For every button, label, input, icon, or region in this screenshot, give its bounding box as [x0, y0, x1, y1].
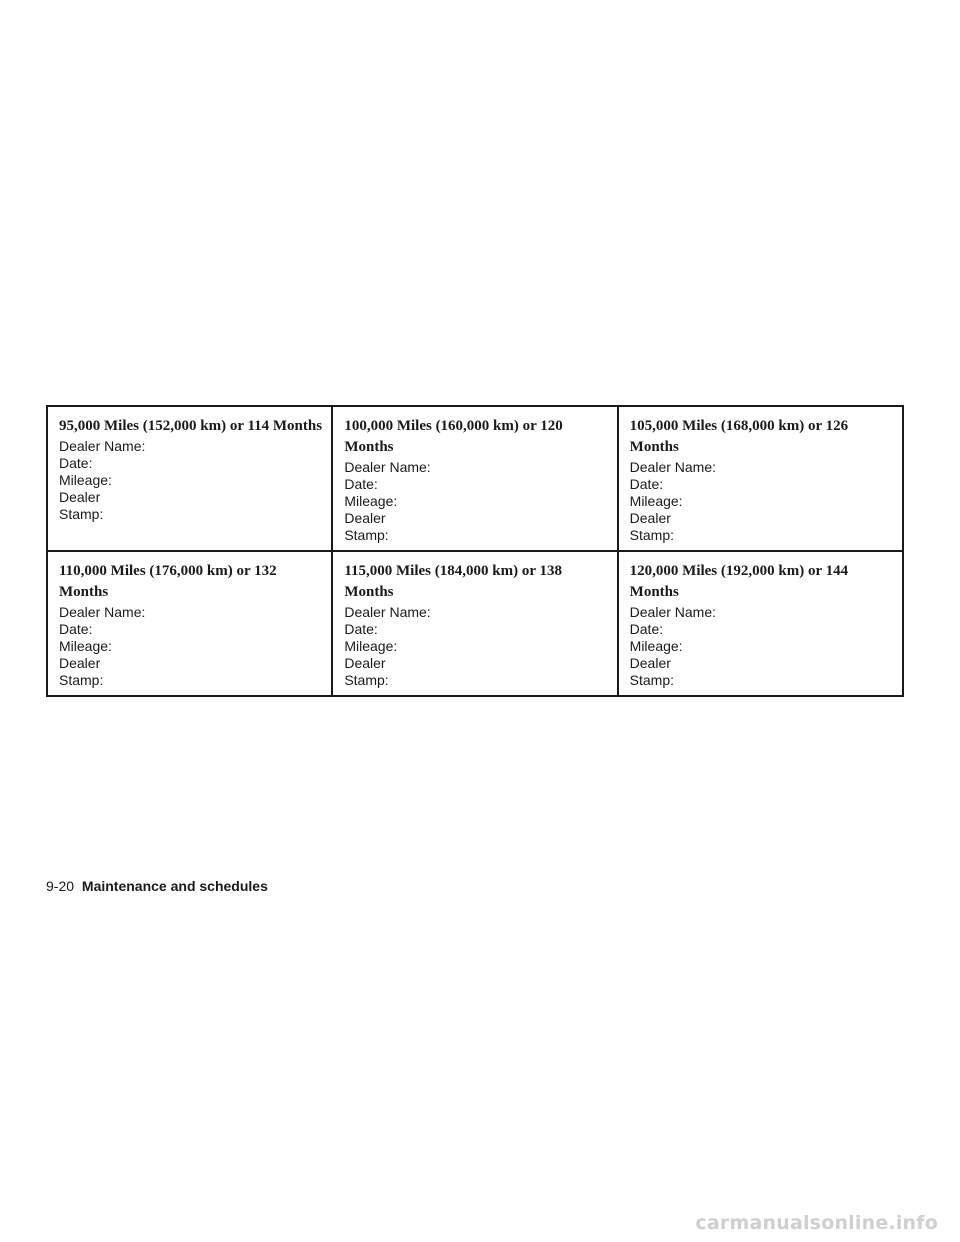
dealer-label: Dealer	[59, 655, 101, 671]
table-row	[47, 551, 903, 696]
dealer-name-label: Dealer Name:	[344, 459, 431, 475]
dealer-label: Dealer	[344, 655, 386, 671]
section-title: Maintenance and schedules	[81, 878, 268, 894]
stamp-label: Stamp:	[344, 527, 389, 543]
dealer-label: Dealer	[629, 510, 671, 526]
dealer-label: Dealer	[59, 489, 101, 505]
service-interval: 105,000 Miles (168,000 km) or 126 Months	[629, 418, 849, 455]
mileage-label: Mileage:	[344, 638, 398, 654]
stamp-label: Stamp:	[344, 672, 389, 688]
stamp-label: Stamp:	[629, 527, 675, 543]
mileage-label: Mileage:	[629, 638, 683, 654]
date-label: Date:	[344, 621, 378, 637]
dealer-name-label: Dealer Name:	[629, 459, 717, 475]
record-cell	[47, 406, 332, 551]
service-interval: 115,000 Miles (184,000 km) or 138 Months	[344, 563, 562, 600]
service-interval: 120,000 Miles (192,000 km) or 144 Months	[629, 563, 849, 600]
dealer-label: Dealer	[344, 510, 386, 526]
table-row	[47, 406, 903, 551]
record-cell	[618, 406, 903, 551]
stamp-label: Stamp:	[59, 506, 104, 522]
service-interval: 95,000 Miles (152,000 km) or 114 Months	[59, 418, 323, 434]
date-label: Date:	[344, 476, 378, 492]
dealer-name-label: Dealer Name:	[629, 604, 717, 620]
date-label: Date:	[629, 621, 664, 637]
date-label: Date:	[629, 476, 664, 492]
dealer-name-label: Dealer Name:	[344, 604, 431, 620]
record-cell	[332, 551, 617, 696]
record-cell	[47, 551, 332, 696]
stamp-label: Stamp:	[629, 672, 675, 688]
maintenance-record-table	[46, 405, 904, 697]
dealer-label: Dealer	[629, 655, 671, 671]
mileage-label: Mileage:	[629, 493, 683, 509]
mileage-label: Mileage:	[59, 472, 112, 488]
date-label: Date:	[59, 455, 93, 471]
dealer-name-label: Dealer Name:	[59, 438, 146, 454]
mileage-label: Mileage:	[59, 638, 112, 654]
date-label: Date:	[59, 621, 93, 637]
watermark: carmanualsonline.info	[695, 1212, 938, 1234]
mileage-label: Mileage:	[344, 493, 398, 509]
service-interval: 110,000 Miles (176,000 km) or 132 Months	[59, 563, 277, 600]
page-footer	[46, 878, 268, 894]
stamp-label: Stamp:	[59, 672, 104, 688]
service-interval: 100,000 Miles (160,000 km) or 120 Months	[344, 418, 563, 455]
record-cell	[332, 406, 617, 551]
page-number: 9-20	[46, 878, 75, 894]
record-cell	[618, 551, 903, 696]
dealer-name-label: Dealer Name:	[59, 604, 146, 620]
